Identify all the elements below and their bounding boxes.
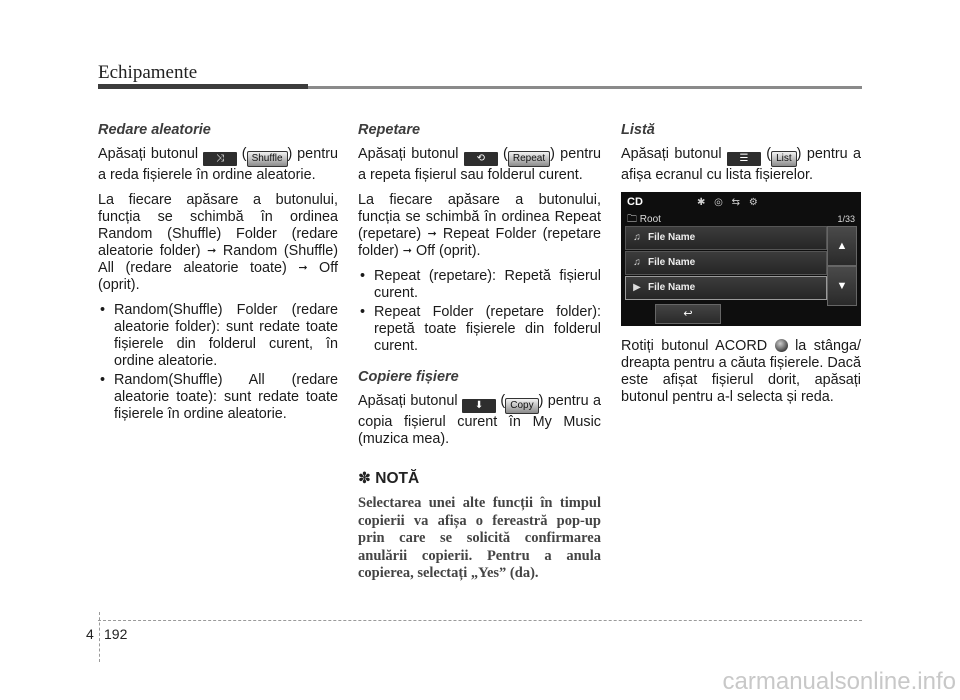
arrow-icon: ➞ [402, 245, 413, 257]
back-icon: ↩ [683, 308, 693, 320]
arrow-icon: ➞ [207, 245, 217, 257]
file-row[interactable] [625, 251, 827, 275]
page-chapter: 4 [86, 626, 94, 642]
list-item: • Random(Shuffle) Folder (redare aleatorie folder): sunt redate toate fișierele din folderul curent, în ordine aleatorie. [98, 302, 338, 370]
copy-icon: ⬇ [462, 399, 496, 413]
section-title-copy: Copiere fișiere [358, 369, 459, 385]
column-shuffle [98, 122, 338, 431]
screen-source: CD [627, 196, 643, 208]
repeat-seq-a: La fiecare apăsare a butonului, funcția se schimbă în ordinea Repeat (repetare) [358, 192, 601, 242]
footer-divider [99, 612, 100, 662]
column-repeat [358, 122, 601, 583]
music-note-icon: ♫ [633, 232, 641, 243]
shuffle-intro-text: Apăsați butonul [98, 146, 203, 162]
copy-intro-text: Apăsați butonul [358, 393, 463, 409]
chevron-down-icon: ▼ [836, 280, 848, 292]
arrow-icon: ➞ [298, 262, 308, 274]
file-row[interactable] [625, 226, 827, 250]
repeat-intro-text-end: pentru a repeta fișierul sau folderul curent. [358, 146, 601, 183]
folder-icon: 🗀 [627, 214, 637, 225]
back-button[interactable] [655, 304, 721, 324]
shuffle-sequence [98, 192, 338, 294]
section-title-list: Listă [621, 122, 655, 138]
note-text: Selectarea unei alte funcții în timpul copierii va afișa o fereastră pop-up prin care se solicită confirmarea anulării copierii. Pentru a anula copierea, selectați „Yes” (da). [358, 495, 601, 581]
file-name: File Name [648, 282, 696, 293]
shuffle-intro-text-end: pentru a reda fișierele în ordine aleatorie. [98, 146, 338, 183]
list-intro: Apăsați butonul ☰ ( List ) pentru a afișa ecranul cu lista fișierelor. [621, 146, 861, 183]
shuffle-bullets [98, 302, 338, 423]
repeat-sequence [358, 192, 601, 260]
repeat-seq-b: Repeat Folder (repetare folder) [358, 226, 601, 259]
shuffle-seq-c: Off (oprit). [98, 260, 338, 293]
repeat-bullets [358, 268, 601, 355]
list-intro-text-end: pentru a afișa ecranul cu lista fișierelor. [621, 146, 861, 183]
list-instructions-text-end: la stânga/ dreapta pentru a căuta fișierele. Dacă este afișat fișierul dorit, apăsați butonul pentru a-l selecta și reda. [621, 338, 861, 405]
header-rule-accent [98, 84, 308, 89]
repeat-button-label: Repeat [508, 151, 550, 167]
play-icon: ▶ [633, 282, 641, 293]
repeat-intro-text: Apăsați butonul [358, 146, 464, 162]
column-list [621, 122, 861, 414]
shuffle-seq-a: La fiecare apăsare a butonului, funcția se schimbă în ordinea Random (Shuffle) Folder (redare aleatorie folder) [98, 192, 338, 259]
page-header-title: Echipamente [98, 62, 198, 83]
repeat-intro: Apăsați butonul ⟲ ( Repeat ) pentru a repeta fișierul sau folderul curent. [358, 146, 601, 183]
screen-folder-name: Root [639, 214, 661, 225]
list-intro-text: Apăsați butonul [621, 146, 727, 162]
screen-count: 1/33 [837, 214, 855, 224]
shuffle-icon: ⤨ [203, 152, 237, 166]
list-button-label: List [771, 151, 797, 167]
scroll-down-button[interactable] [827, 266, 857, 306]
watermark: carmanualsonline.info [722, 668, 956, 695]
shuffle-seq-b: Random (Shuffle) All (redare aleatorie toate) [98, 243, 338, 276]
list-item: • Repeat Folder (repetare folder): repetă toate fișierele din folderul curent. [358, 304, 601, 355]
scroll-up-button[interactable] [827, 226, 857, 266]
list-item: • Repeat (repetare): Repetă fișierul curent. [358, 268, 601, 302]
section-title-repeat: Repetare [358, 122, 421, 138]
page-number: 192 [104, 626, 128, 642]
arrow-icon: ➞ [427, 228, 437, 240]
file-name: File Name [648, 257, 696, 268]
list-item: • Random(Shuffle) All (redare aleatorie toate): sunt redate toate fișierele în ordine aleatorie. [98, 372, 338, 423]
copy-button-label: Copy [505, 398, 538, 414]
note-title: ✽ NOTĂ [358, 470, 420, 487]
knob-icon [775, 339, 788, 352]
section-title-shuffle: Redare aleatorie [98, 122, 211, 138]
shuffle-intro: Apăsați butonul ⤨ ( Shuffle ) pentru a reda fișierele în ordine aleatorie. [98, 146, 338, 183]
file-name: File Name [648, 232, 696, 243]
shuffle-button-label: Shuffle [247, 151, 288, 167]
list-instructions [621, 338, 861, 406]
repeat-seq-c: Off (oprit). [412, 243, 481, 259]
chevron-up-icon: ▲ [836, 240, 848, 252]
list-icon: ☰ [727, 152, 761, 166]
music-note-icon: ♫ [633, 257, 641, 268]
copy-intro-text-end: pentru a copia fișierul curent în My Music (muzica mea). [358, 393, 601, 447]
screen-status-icons: ✱ ◎ ⇆ ⚙ [697, 197, 761, 208]
list-instructions-text: Rotiți butonul ACORD [621, 338, 775, 354]
file-list-screen [621, 192, 861, 326]
repeat-icon: ⟲ [464, 152, 498, 166]
file-row[interactable] [625, 276, 827, 300]
copy-intro: Apăsați butonul ⬇ ( Copy ) pentru a copia fișierul curent în My Music (muzica mea). [358, 393, 601, 447]
footer-rule [98, 620, 862, 621]
